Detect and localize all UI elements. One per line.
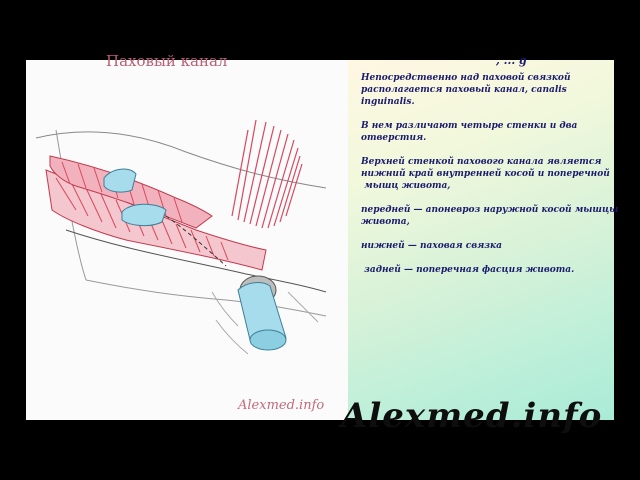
paragraph: Верхней стенкой пахового канала является нижний край внутренней косой и поперечной мышц живота, xyxy=(361,157,610,191)
paragraph: В нем различают четыре стенки и два отверстия. xyxy=(361,121,581,143)
inguinal-canal-illustration xyxy=(26,60,348,420)
slide xyxy=(26,52,622,436)
description-text xyxy=(361,72,622,288)
paragraph: передней — апоневроз наружной косой мышцы живота, xyxy=(361,205,622,227)
slide-title: Паховый канал xyxy=(106,52,228,70)
paragraph: нижней — паховая связка xyxy=(361,241,502,251)
paragraph: Непосредственно над паховой связкой располагается паховый канал, canalis inguinalis. xyxy=(361,73,574,107)
watermark-small: Alexmed.info xyxy=(238,398,325,413)
clipped-heading: , ... g xyxy=(496,54,527,67)
illustration-panel xyxy=(26,52,348,420)
watermark-large: Alexmed.info xyxy=(341,396,603,436)
paragraph: задней — поперечная фасция живота. xyxy=(361,265,575,275)
